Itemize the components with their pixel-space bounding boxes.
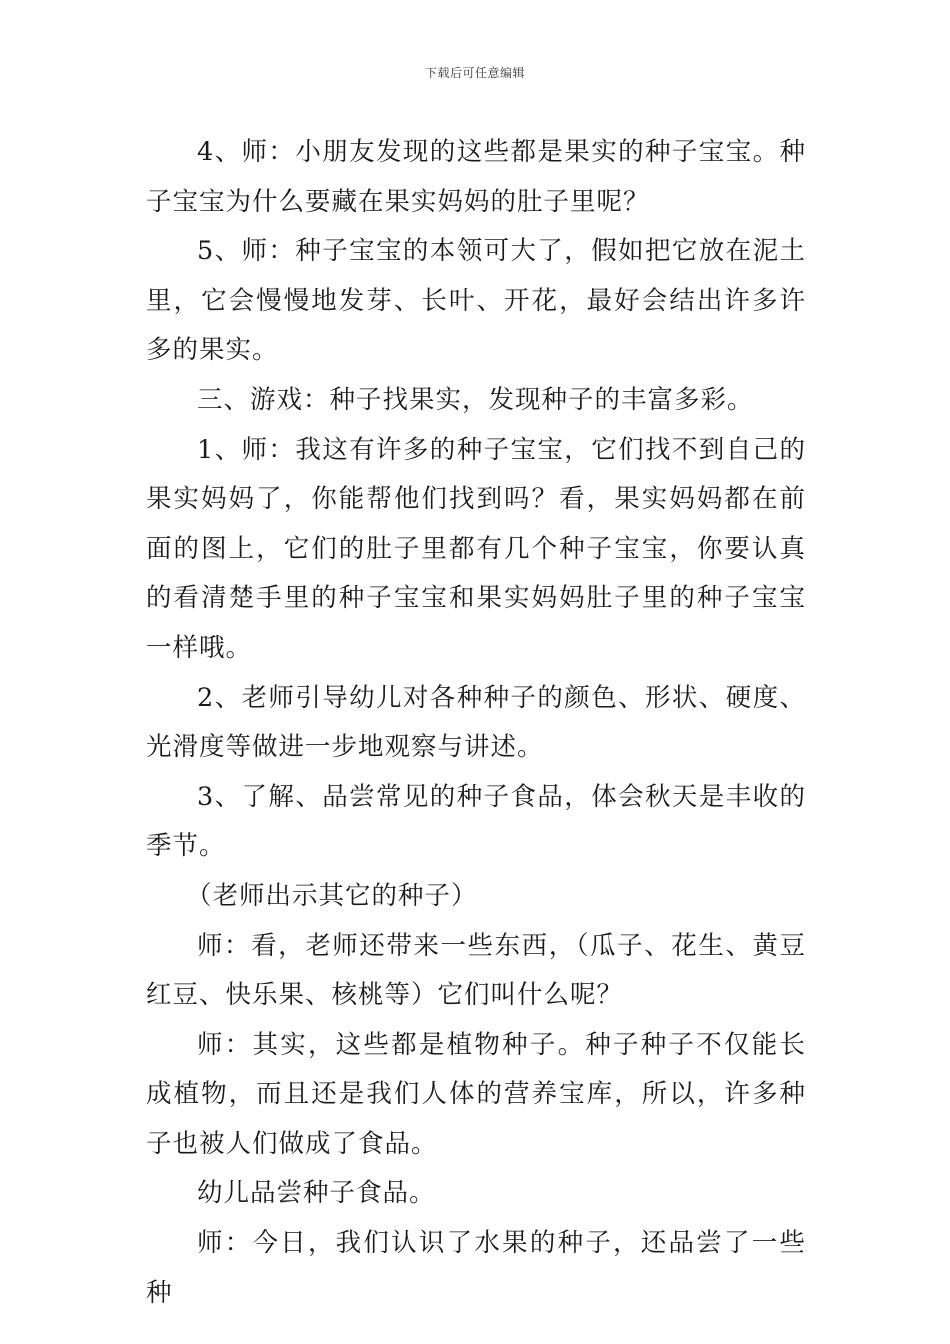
paragraph-game-step-3: 3、了解、品尝常见的种子食品，体会秋天是丰收的季节。 [146,781,806,862]
section-heading-game: 三、游戏：种子找果实，发现种子的丰富多彩。 [197,384,754,415]
paragraph-game-step-2: 2、老师引导幼儿对各种种子的颜色、形状、硬度、光滑度等做进一步地观察与讲述。 [146,682,806,763]
paragraph-teacher-look: 师：看，老师还带来一些东西，（瓜子、花生、黄豆红豆、快乐果、核桃等）它们叫什么呢？ [146,930,806,1011]
paragraph-teacher-explain: 师：其实，这些都是植物种子。种子种子不仅能长成植物，而且还是我们人体的营养宝库，所以，许多种子也被人们做成了食品。 [146,1029,806,1159]
page-header: 下载后可任意编辑 [424,66,525,80]
paragraph-tasting: 幼儿品尝种子食品。 [197,1178,436,1209]
paragraph-step-4: 4、师：小朋友发现的这些都是果实的种子宝宝。种子宝宝为什么要藏在果实妈妈的肚子里呢？ [146,137,806,217]
paragraph-stage-direction: （老师出示其它的种子） [186,880,478,911]
document-body [146,128,806,1318]
paragraph-step-5: 5、师：种子宝宝的本领可大了，假如把它放在泥土里，它会慢慢地发芽、长叶、开花，最好会结出许多许多的果实。 [146,236,806,366]
paragraph-game-step-1: 1、师：我这有许多的种子宝宝，它们找不到自己的果实妈妈了，你能帮他们找到吗？看，果实妈妈都在前面的图上，它们的肚子里都有几个种子宝宝，你要认真的看清楚手里的种子宝宝和果实妈妈肚子里的种子宝宝一样哦。 [146,434,806,663]
paragraph-teacher-summary: 师：今日，我们认识了水果的种子，还品尝了一些种 [146,1228,806,1308]
